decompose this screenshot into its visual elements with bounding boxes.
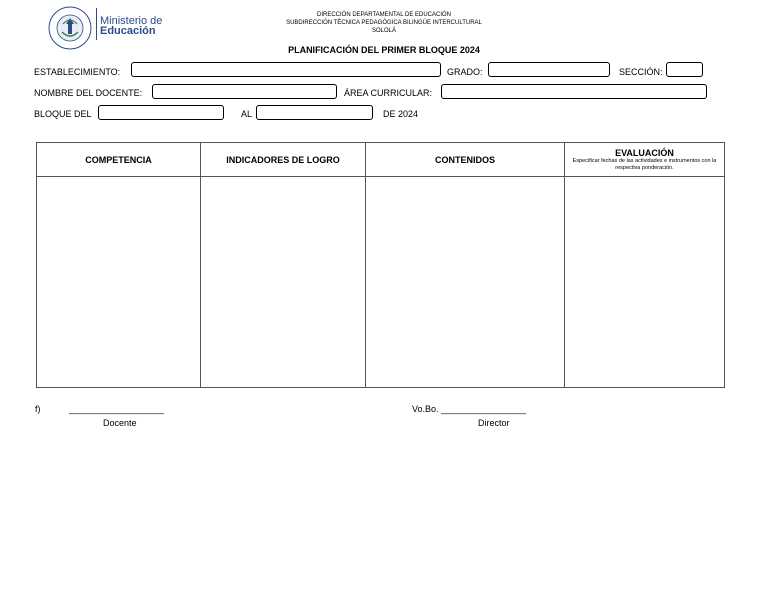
cell-competencia[interactable] <box>37 177 201 388</box>
seccion-label: SECCIÓN: <box>619 67 663 77</box>
logo-divider <box>96 8 97 40</box>
vobo-signature-line: Vo.Bo. _________________ <box>412 404 527 414</box>
header-indicadores-de-logro: INDICADORES DE LOGRO <box>201 143 366 177</box>
year-label: DE 2024 <box>383 109 419 119</box>
bloque-del-field[interactable] <box>98 105 224 120</box>
seccion-field[interactable] <box>666 62 703 77</box>
docente-label: NOMBRE DEL DOCENTE: <box>34 88 143 98</box>
ministry-name-line1: Ministerio de <box>100 15 163 27</box>
docente-signature-label: Docente <box>103 418 137 428</box>
header-competencia: COMPETENCIA <box>37 143 201 177</box>
ministry-seal-logo <box>48 6 92 50</box>
evaluacion-subtitle: Especificar fechas de las actividades e instrumentos con la respectiva ponderación. <box>572 157 717 171</box>
cell-evaluacion[interactable] <box>565 177 725 388</box>
establecimiento-field[interactable] <box>131 62 441 77</box>
planning-table <box>36 142 725 388</box>
establecimiento-label: ESTABLECIMIENTO: <box>34 67 121 77</box>
grado-field[interactable] <box>488 62 610 77</box>
table-row <box>37 177 725 388</box>
grado-label: GRADO: <box>447 67 483 77</box>
director-signature-label: Director <box>478 418 510 428</box>
cell-contenidos[interactable] <box>366 177 565 388</box>
page-title: PLANIFICACIÓN DEL PRIMER BLOQUE 2024 <box>288 45 480 55</box>
al-field[interactable] <box>256 105 373 120</box>
ministry-name-line2: Educación <box>100 25 156 37</box>
header-line2: SUBDIRECCIÓN TÉCNICA PEDAGÓGICA BILINGÜE INTERCULTURAL <box>286 20 482 26</box>
header-line1: DIRECCIÓN DEPARTAMENTAL DE EDUCACIÓN <box>316 12 451 18</box>
header-evaluacion <box>565 143 725 177</box>
area-curricular-label: ÁREA CURRICULAR: <box>344 88 433 98</box>
table-header-row <box>37 143 725 177</box>
bloque-del-label: BLOQUE DEL <box>34 109 92 119</box>
f-label: f) <box>35 404 41 414</box>
docente-field[interactable] <box>152 84 337 99</box>
header-line3: SOLOLÁ <box>371 28 396 34</box>
area-curricular-field[interactable] <box>441 84 707 99</box>
evaluacion-title: EVALUACIÓN <box>615 147 674 158</box>
al-label: AL <box>241 109 253 119</box>
docente-signature-line: ___________________ <box>69 404 165 414</box>
header-contenidos: CONTENIDOS <box>366 143 565 177</box>
cell-indicadores-de-logro[interactable] <box>201 177 366 388</box>
